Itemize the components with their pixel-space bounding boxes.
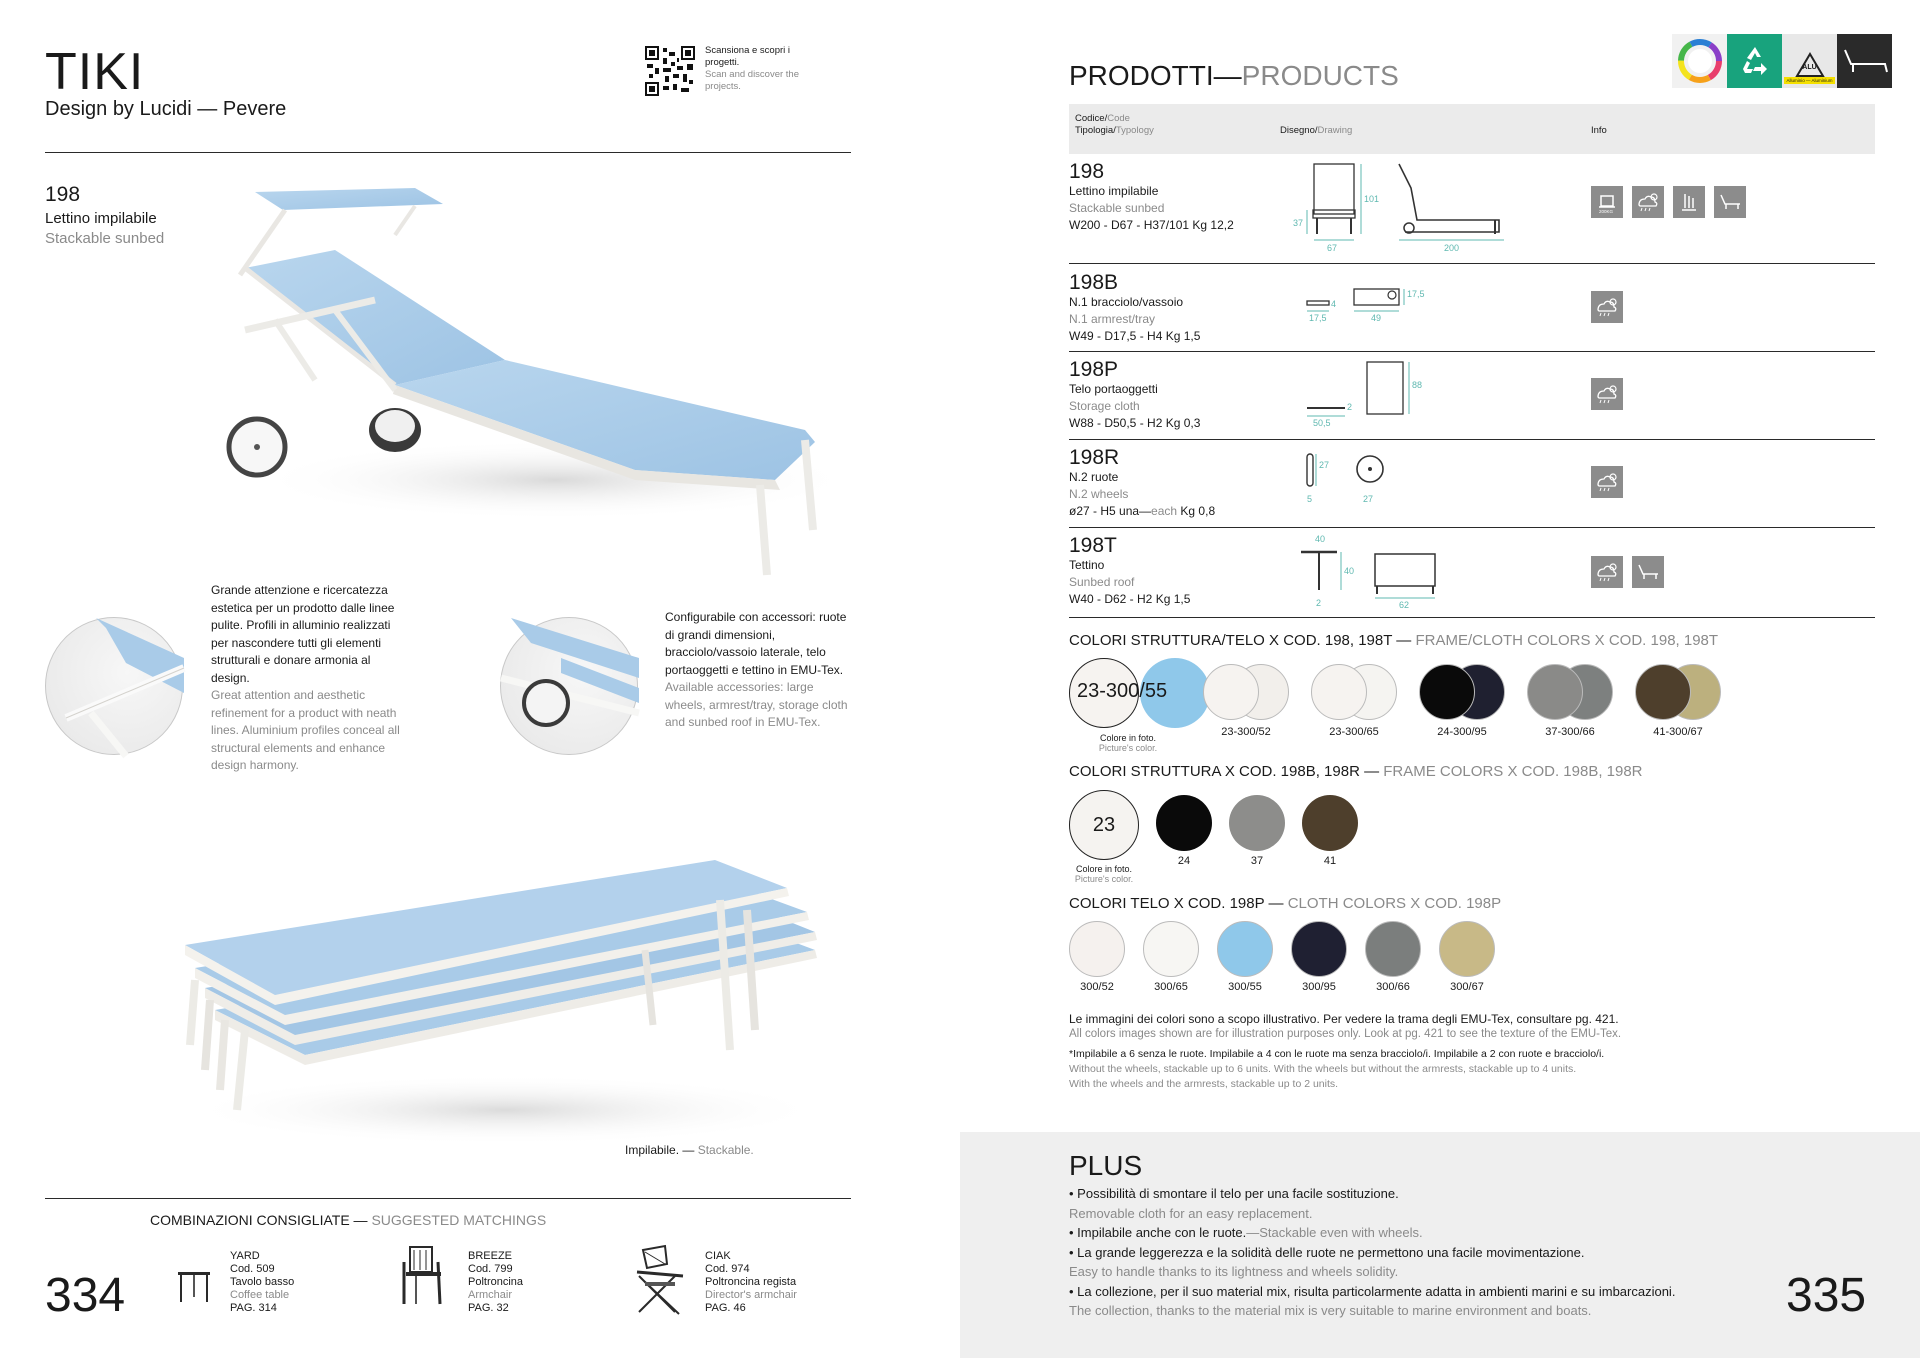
product-name-en: N.1 armrest/tray	[1069, 312, 1156, 326]
product-dimensions: W88 - D50,5 - H2 Kg 0,3	[1069, 416, 1201, 430]
matching-name: CIAK	[705, 1250, 731, 1262]
plus-item-2-en: Stackable even with wheels.	[1259, 1225, 1423, 1240]
header-code-it: Codice/	[1075, 113, 1108, 124]
swatch-label: 37-300/66	[1545, 726, 1595, 738]
matching-item-breeze[interactable]	[388, 1242, 524, 1317]
row-divider	[1069, 527, 1875, 528]
product-name-it: Lettino impilabile	[1069, 184, 1159, 198]
plus-item-2-it: • Impilabile anche con le ruote.	[1069, 1225, 1247, 1240]
swatch-label: 300/67	[1450, 981, 1484, 993]
description-accessories	[665, 609, 850, 732]
stackable-caption	[625, 1143, 754, 1157]
qr-code-icon[interactable]	[645, 46, 695, 96]
product-name-it: Telo portaoggetti	[1069, 382, 1158, 396]
product-row-198[interactable]	[1069, 160, 1875, 264]
armrest-technical-drawing	[1299, 271, 1499, 331]
header-drawing-it: Disegno/	[1280, 125, 1318, 136]
plus-item-4-it: • La collezione, per il suo material mix, risulta particolarmente adatta in ambienti marini e su imbarcazioni.	[1069, 1283, 1676, 1299]
row-divider	[1069, 439, 1875, 440]
main-product-title	[45, 183, 164, 247]
page-number-left: 334	[45, 1269, 126, 1322]
stack-graphic	[1595, 190, 1619, 214]
matching-code: Cod. 509	[230, 1263, 275, 1275]
matching-type-it: Tavolo basso	[230, 1276, 295, 1288]
dim-height-max: 101	[1364, 194, 1380, 204]
products-title	[1069, 60, 1399, 92]
row-divider	[1069, 351, 1875, 352]
weather-icon	[1591, 378, 1623, 410]
suggested-matchings-title-en: SUGGESTED MATCHINGS	[371, 1212, 547, 1228]
dims-separator: —	[1139, 504, 1152, 518]
product-dimensions	[1069, 504, 1215, 518]
matching-page[interactable]: PAG. 32	[468, 1302, 509, 1314]
sunbed-icon	[1714, 186, 1746, 218]
matching-name: YARD	[230, 1250, 260, 1262]
product-family-title: TIKI	[45, 43, 145, 101]
product-info-icons	[1591, 466, 1623, 498]
matching-type-en: Armchair	[468, 1289, 513, 1301]
colors-cloth-title-en: CLOTH COLORS X COD. 198P	[1287, 895, 1502, 912]
swatch-pair-frame[interactable]	[1203, 664, 1259, 720]
swatch-label: 41-300/67	[1653, 726, 1703, 738]
swatch-cloth[interactable]	[1439, 921, 1495, 977]
dim-depth: 17,5	[1309, 313, 1327, 323]
dim-width: 88	[1412, 380, 1423, 390]
colors-frame-cloth-title	[1069, 632, 1718, 649]
color-wheel-icon	[1672, 34, 1727, 88]
color-notes	[1069, 1012, 1669, 1092]
row-divider	[1069, 263, 1875, 264]
swatch-cloth[interactable]	[1069, 921, 1125, 977]
matching-type-it: Poltroncina	[468, 1276, 524, 1288]
designer-credit: Design by Lucidi — Pevere	[45, 98, 287, 120]
note-stacking-en-2: With the wheels and the armrests, stackable up to 2 units.	[1069, 1078, 1339, 1090]
dim-thickness: 2	[1316, 598, 1322, 608]
swatch-label: 24-300/95	[1437, 726, 1487, 738]
product-row-198B[interactable]	[1069, 271, 1875, 351]
dims-weight: Kg 0,8	[1180, 504, 1216, 518]
product-name-it: N.2 ruote	[1069, 470, 1119, 484]
product-dimensions: W40 - D62 - H2 Kg 1,5	[1069, 592, 1191, 606]
qr-caption	[705, 45, 815, 93]
recycle-icon	[1727, 34, 1782, 88]
swatch-label: 23-300/52	[1221, 726, 1271, 738]
matching-page[interactable]: PAG. 46	[705, 1302, 746, 1314]
dim-roof-width: 40	[1315, 534, 1326, 544]
weather-icon	[1591, 466, 1623, 498]
featured-swatch-23-label: 23	[1092, 813, 1116, 836]
dim-depth: 67	[1327, 243, 1338, 253]
swatch-frame[interactable]	[1229, 795, 1285, 851]
dim-height: 2	[1347, 402, 1353, 412]
weather-graphic	[1594, 383, 1620, 405]
dims-it: ø27 - H5 una	[1069, 504, 1140, 518]
dims-en: each	[1151, 504, 1178, 518]
swatch-label: 300/65	[1154, 981, 1188, 993]
matching-code: Cod. 974	[705, 1263, 750, 1275]
product-row-198T[interactable]	[1069, 534, 1875, 618]
sunbed-icon	[1837, 34, 1892, 88]
plus-item-1-en: Removable cloth for an easy replacement.	[1069, 1205, 1313, 1221]
dim-height-min: 37	[1293, 218, 1304, 228]
product-code: 198B	[1069, 271, 1119, 294]
product-info-icons	[1591, 291, 1623, 323]
matchings-title-separator: —	[349, 1212, 372, 1228]
dim-width: 49	[1371, 313, 1382, 323]
recycle-graphic	[1737, 43, 1773, 79]
featured-caption-en: Picture's color.	[1098, 743, 1158, 753]
colors-frame-title-en: FRAME COLORS X COD. 198B, 198R	[1383, 763, 1643, 780]
swatch-frame[interactable]	[1156, 795, 1212, 851]
matching-type-en: Coffee table	[230, 1289, 290, 1301]
featured-swatch-frame-23[interactable]	[1069, 790, 1139, 860]
weather-graphic	[1594, 471, 1620, 493]
products-title-separator: —	[1213, 60, 1242, 91]
weather-icon	[1591, 556, 1623, 588]
sunbed-product-image	[215, 180, 835, 580]
swatch-pair-frame[interactable]	[1527, 664, 1583, 720]
featured-swatch-caption	[1078, 733, 1178, 753]
detail-image-2	[500, 617, 638, 755]
plus-item-3-en: Easy to handle thanks to its lightness and wheels solidity.	[1069, 1264, 1399, 1279]
alu-label: ALU	[1802, 63, 1817, 71]
header-code-en: Code	[1107, 113, 1130, 124]
stack-icon	[1591, 186, 1623, 218]
swatch-frame[interactable]	[1302, 795, 1358, 851]
swatch-cloth[interactable]	[1143, 921, 1199, 977]
product-code: 198	[1069, 160, 1105, 183]
product-row-198P[interactable]	[1069, 358, 1875, 438]
products-title-it: PRODOTTI	[1069, 60, 1214, 91]
directors-armchair-icon	[625, 1242, 700, 1317]
roof-technical-drawing	[1299, 534, 1459, 612]
description-design-en: Great attention and aesthetic refinement for a product with neath lines. Aluminium profiles conceal all structural elements and enhance design harmony.	[211, 688, 400, 772]
swatch-cloth[interactable]	[1291, 921, 1347, 977]
featured-caption-it: Colore in foto.	[1099, 733, 1157, 743]
colors-frame-title-it: COLORI STRUTTURA X COD. 198B, 198R	[1069, 763, 1360, 780]
description-accessories-en: Available accessories: large wheels, armrest/tray, storage cloth and sunbed roof in EMU-Tex.	[665, 680, 848, 729]
main-product-code: 198	[45, 183, 81, 206]
sunbed-icon	[1632, 556, 1664, 588]
header-typology-it: Tipologia/	[1075, 125, 1116, 136]
matching-item-yard[interactable]	[150, 1242, 295, 1317]
dim-width: 200	[1444, 243, 1460, 253]
color-wheel-graphic	[1679, 40, 1721, 82]
description-design-it: Grande attenzione e ricercatezza estetica per un prodotto dalle linee pulite. Profili in alluminio realizzati per nascondere tutti gli elementi strutturali e donare armonia al design.	[211, 583, 395, 685]
product-code: 198T	[1069, 534, 1117, 557]
colors-title-separator: —	[1264, 895, 1288, 912]
note-colors-it: Le immagini dei colori sono a scopo illustrativo. Per vedere la trama degli EMU-Tex, consultare pg. 421.	[1069, 1012, 1619, 1026]
weather-icon	[1591, 291, 1623, 323]
stacked-sunbeds-image	[175, 860, 835, 1150]
colors-title-separator: —	[1392, 632, 1416, 649]
matching-text-breeze	[468, 1250, 588, 1315]
suggested-matchings-title	[150, 1212, 546, 1228]
featured-caption-en: Picture's color.	[1074, 874, 1134, 884]
sunbed-technical-drawing	[1293, 160, 1559, 255]
recline-icon	[1673, 186, 1705, 218]
products-table-header	[1069, 104, 1875, 154]
row-divider	[1069, 617, 1875, 618]
wheels-technical-drawing	[1299, 446, 1459, 511]
dim-roof-depth: 62	[1399, 600, 1410, 610]
product-name-en: Storage cloth	[1069, 399, 1140, 413]
swatch-label: 300/55	[1228, 981, 1262, 993]
dim-diameter: 27	[1319, 460, 1330, 470]
matching-type-it: Poltroncina regista	[705, 1276, 797, 1288]
plus-title: PLUS	[1069, 1150, 1143, 1181]
colors-cloth-title	[1069, 895, 1501, 912]
detail-frame-drawing-1	[46, 618, 184, 756]
swatch-label: 300/95	[1302, 981, 1336, 993]
qr-caption-it: Scansiona e scopri i progetti.	[705, 45, 791, 68]
product-name-it: Tettino	[1069, 558, 1105, 572]
qr-caption-en: Scan and discover the projects.	[705, 69, 800, 92]
alu-sublabel: Alluminio — Aluminium	[1784, 77, 1835, 84]
swatch-label: 23-300/65	[1329, 726, 1379, 738]
main-product-name-it: Lettino impilabile	[45, 210, 157, 227]
matching-text-ciak	[705, 1250, 825, 1315]
main-product-name-en: Stackable sunbed	[45, 230, 165, 247]
swatch-label: 300/66	[1376, 981, 1410, 993]
suggested-matchings-title-it: COMBINAZIONI CONSIGLIATE	[150, 1212, 350, 1228]
coffee-table-icon	[150, 1242, 225, 1312]
note-stacking-en-1: Without the wheels, stackable up to 6 units. With the wheels but without the armrests, stackable up to 4 units.	[1069, 1063, 1577, 1075]
dim-tray-depth: 17,5	[1407, 289, 1425, 299]
storage-cloth-technical-drawing	[1299, 358, 1499, 428]
note-stacking-it: *Impilabile a 6 senza le ruote. Impilabile a 4 con le ruote ma senza bracciolo/i. Impilabile a 2 con ruote e bracciolo/i.	[1069, 1048, 1605, 1060]
colors-frame-cloth-title-it: COLORI STRUTTURA/TELO X COD. 198, 198T	[1069, 632, 1393, 649]
header-drawing-en: Drawing	[1317, 125, 1353, 136]
matching-page[interactable]: PAG. 314	[230, 1302, 277, 1314]
swatch-label: 24	[1177, 855, 1191, 867]
armchair-icon	[388, 1242, 463, 1312]
swatch-cloth[interactable]	[1217, 921, 1273, 977]
header-typology-en: Typology	[1115, 125, 1154, 136]
matching-text-yard	[230, 1250, 350, 1315]
featured-swatch-23-caption	[1054, 864, 1154, 884]
dim-height: 4	[1331, 299, 1337, 309]
plus-item-2	[1069, 1223, 1769, 1243]
dim-wheel-width: 27	[1363, 494, 1374, 504]
stackable-caption-separator: —	[679, 1143, 698, 1157]
recline-graphic	[1677, 190, 1701, 214]
dim-roof-height: 40	[1344, 566, 1355, 576]
product-info-icons	[1591, 186, 1746, 218]
sunbed-graphic	[1636, 562, 1660, 582]
header-drawing	[1280, 125, 1352, 137]
weather-graphic	[1635, 191, 1661, 213]
plus-item-1-it: • Possibilità di smontare il telo per una facile sostituzione.	[1069, 1186, 1399, 1201]
matching-item-ciak[interactable]	[625, 1242, 797, 1322]
product-name-en: Sunbed roof	[1069, 575, 1135, 589]
product-name-it: N.1 bracciolo/vassoio	[1069, 295, 1184, 309]
dim-height: 5	[1307, 494, 1313, 504]
colors-title-separator: —	[1359, 763, 1384, 780]
product-code: 198P	[1069, 358, 1119, 381]
products-title-en: PRODUCTS	[1241, 60, 1399, 91]
page-number-right: 335	[1786, 1269, 1867, 1322]
plus-item-3-it: • La grande leggerezza e la solidità delle ruote ne permettono una facile movimentazione.	[1069, 1244, 1585, 1260]
footer-divider	[45, 1198, 851, 1199]
matching-type-en: Director's armchair	[705, 1289, 797, 1301]
stackable-caption-it: Impilabile.	[625, 1143, 680, 1157]
header-code-typology	[1075, 113, 1154, 137]
plus-item-2-separator: —	[1246, 1225, 1260, 1240]
description-design	[211, 582, 411, 775]
sunbed-line-graphic	[1841, 46, 1889, 76]
weather-graphic	[1594, 296, 1620, 318]
alu-aluminium-icon	[1782, 34, 1837, 88]
feature-icons-bar	[1672, 34, 1892, 88]
weather-graphic	[1594, 561, 1620, 583]
weather-icon	[1632, 186, 1664, 218]
plus-item-4-en: The collection, thanks to the material mix is very suitable to marine environment and boats.	[1069, 1303, 1592, 1318]
matching-code: Cod. 799	[468, 1263, 513, 1275]
matching-name: BREEZE	[468, 1250, 513, 1262]
product-name-en: Stackable sunbed	[1069, 201, 1165, 215]
sunbed-graphic	[1718, 192, 1742, 212]
swatch-label: 37	[1250, 855, 1264, 867]
detail-image-1	[45, 617, 183, 755]
product-name-en: N.2 wheels	[1069, 487, 1129, 501]
product-row-198R[interactable]	[1069, 446, 1875, 526]
stackable-caption-en: Stackable.	[697, 1143, 754, 1157]
note-colors-en: All colors images shown are for illustration purposes only. Look at pg. 421 to see the texture of the EMU-Tex.	[1069, 1028, 1622, 1040]
swatch-pair-frame[interactable]	[1311, 664, 1367, 720]
swatch-pair-frame[interactable]	[1419, 664, 1475, 720]
description-accessories-it: Configurabile con accessori: ruote di grandi dimensioni, bracciolo/vassoio laterale, telo portaoggetti e tettino in EMU-Tex.	[665, 610, 847, 677]
swatch-label: 41	[1323, 855, 1337, 867]
product-dimensions: W49 - D17,5 - H4 Kg 1,5	[1069, 329, 1201, 343]
swatch-pair-frame[interactable]	[1635, 664, 1691, 720]
header-info: Info	[1591, 125, 1607, 136]
stack-weight-label: 200KG	[1599, 209, 1614, 214]
product-code: 198R	[1069, 446, 1120, 469]
detail-wheel-drawing	[501, 618, 639, 756]
colors-frame-cloth-title-en: FRAME/CLOTH COLORS X COD. 198, 198T	[1415, 632, 1719, 649]
featured-caption-it: Colore in foto.	[1075, 864, 1133, 874]
featured-swatch-label: 23-300/55	[1077, 680, 1168, 702]
product-info-icons	[1591, 556, 1664, 588]
dim-depth: 50,5	[1313, 418, 1331, 428]
plus-list	[1069, 1184, 1769, 1321]
product-dimensions: W200 - D67 - H37/101 Kg 12,2	[1069, 218, 1234, 232]
colors-frame-title	[1069, 763, 1643, 780]
header-divider	[45, 152, 851, 153]
product-info-icons	[1591, 378, 1623, 410]
swatch-cloth[interactable]	[1365, 921, 1421, 977]
colors-cloth-title-it: COLORI TELO X COD. 198P	[1069, 895, 1265, 912]
swatch-label: 300/52	[1080, 981, 1114, 993]
